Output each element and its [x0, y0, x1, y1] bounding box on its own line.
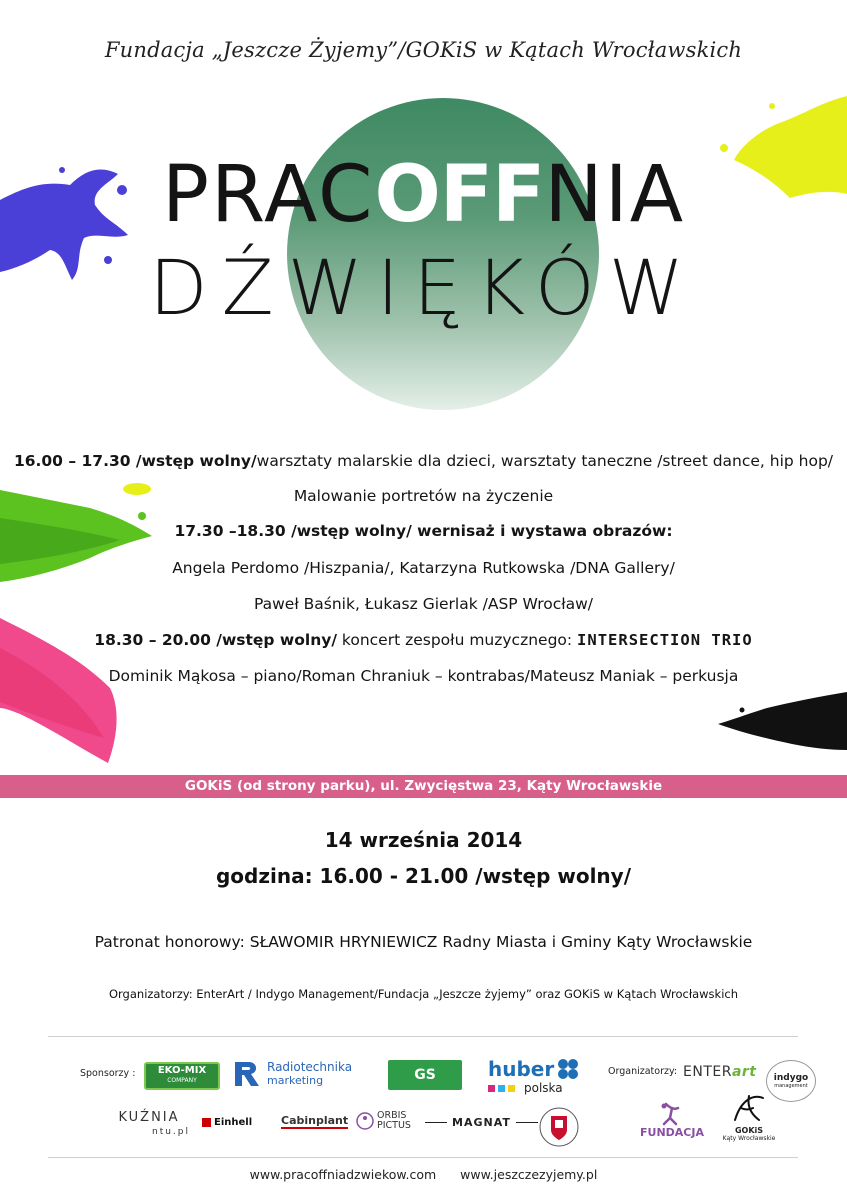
program-line — [0, 631, 847, 649]
program-line — [0, 452, 847, 470]
divider — [48, 1036, 798, 1037]
huber-flower-icon — [557, 1058, 579, 1080]
einhell-name: Einhell — [214, 1117, 253, 1128]
footer-websites — [0, 1167, 847, 1182]
ekomix-name: EKO-MIX — [157, 1065, 207, 1076]
title-line-1 — [0, 150, 847, 240]
program-text: warsztaty malarskie dla dzieci, warsztaty taneczne /street dance, hip hop/ — [256, 452, 834, 470]
program-line: Dominik Mąkosa – piano/Roman Chraniuk – kontrabas/Mateusz Maniak – perkusja — [108, 667, 739, 685]
orbis-pictus-logo — [356, 1110, 423, 1132]
coat-of-arms-logo — [539, 1106, 579, 1148]
magnat-rule — [516, 1122, 538, 1123]
einhell-logo — [202, 1117, 252, 1128]
einhell-mark-icon — [202, 1118, 211, 1127]
black-paint-splash — [712, 688, 847, 753]
crest-icon — [539, 1106, 579, 1148]
dancer-icon — [656, 1102, 688, 1126]
foundation-header: Fundacja „Jeszcze Żyjemy”/GOKiS w Kątach Wrocławskich — [104, 38, 743, 62]
event-hours: godzina: 16.00 - 21.00 /wstęp wolny/ — [215, 864, 632, 888]
radiotechnika-name: Radiotechnika — [267, 1060, 353, 1074]
radiotechnika-icon — [233, 1060, 263, 1088]
huber-sub: polska — [524, 1081, 563, 1095]
program-text: koncert zespołu muzycznego: — [337, 631, 578, 649]
title-suffix: NIA — [544, 150, 686, 240]
cabinplant-logo: Cabinplant — [281, 1114, 349, 1127]
program-line: Angela Perdomo /Hiszpania/, Katarzyna Rutkowska /DNA Gallery/ — [172, 559, 675, 577]
gs-logo: GS — [388, 1060, 462, 1090]
gokis-name: GOKiS — [734, 1126, 764, 1135]
program-time: 18.30 – 20.00 /wstęp wolny/ — [94, 631, 337, 649]
organizers-line: Organizatorzy: EnterArt / Indygo Management/Fundacja „Jeszcze żyjemy” oraz GOKiS w Kątach Wrocławskich — [108, 987, 739, 1001]
huber-name: huber — [488, 1057, 555, 1081]
kuznia-name: KUŹNIA — [118, 1110, 180, 1125]
event-date: 14 września 2014 — [324, 828, 523, 852]
website-link[interactable]: www.jeszczezyjemy.pl — [460, 1167, 598, 1182]
cyan-square-icon — [498, 1085, 505, 1092]
program-time: 16.00 – 17.30 /wstęp wolny/ — [13, 452, 257, 470]
magenta-square-icon — [488, 1085, 495, 1092]
gokis-logo — [718, 1087, 780, 1145]
sponsors-label: Sponsorzy : — [80, 1068, 136, 1079]
website-link[interactable]: www.pracoffniadzwiekow.com — [249, 1167, 437, 1182]
indygo-sub: management — [774, 1083, 808, 1089]
yellow-square-icon — [508, 1085, 515, 1092]
title-off: OFF — [374, 150, 545, 240]
enterart-logo — [683, 1064, 757, 1080]
enter-text: ENTER — [683, 1064, 732, 1080]
patronage: Patronat honorowy: SŁAWOMIR HRYNIEWICZ Radny Miasta i Gminy Kąty Wrocławskie — [94, 933, 753, 951]
orbis-figure-icon — [356, 1110, 374, 1132]
fundacja-logo — [628, 1098, 716, 1142]
program-line: Paweł Baśnik, Łukasz Gierlak /ASP Wrocław/ — [253, 595, 594, 613]
radiotechnika-logo — [233, 1058, 365, 1090]
ekomix-sub: COMPANY — [167, 1077, 197, 1084]
magnat-logo — [425, 1116, 538, 1129]
fundacja-name: FUNDACJA — [640, 1125, 704, 1139]
program-line — [0, 522, 847, 540]
magnat-rule — [425, 1122, 447, 1123]
organizers-logo-label: Organizatorzy: — [608, 1066, 678, 1077]
ekomix-logo — [144, 1062, 220, 1090]
art-text: art — [731, 1064, 757, 1080]
huber-logo — [488, 1054, 583, 1098]
indygo-name: indygo — [773, 1073, 809, 1083]
program-line: Malowanie portretów na życzenie — [293, 487, 554, 505]
radiotechnika-sub: marketing — [267, 1074, 324, 1087]
program-time: 17.30 –18.30 /wstęp wolny/ wernisaż i wystawa obrazów: — [174, 522, 673, 540]
magnat-name: MAGNAT — [452, 1116, 511, 1129]
divider — [48, 1157, 798, 1158]
orbis-name: ORBIS PICTUS — [377, 1110, 411, 1131]
venue-band: GOKiS (od strony parku), ul. Zwycięstwa 23, Kąty Wrocławskie — [0, 775, 847, 798]
kuznia-logo — [108, 1110, 190, 1140]
gokis-figure-icon — [729, 1090, 769, 1126]
title-prefix: PRAC — [161, 150, 375, 240]
title-line-2: DŹWIĘKÓW — [149, 243, 698, 332]
gokis-sub: Kąty Wrocławskie — [722, 1135, 776, 1142]
kuznia-sub: ntu.pl — [151, 1127, 190, 1137]
band-name: INTERSECTION TRIO — [577, 631, 753, 649]
